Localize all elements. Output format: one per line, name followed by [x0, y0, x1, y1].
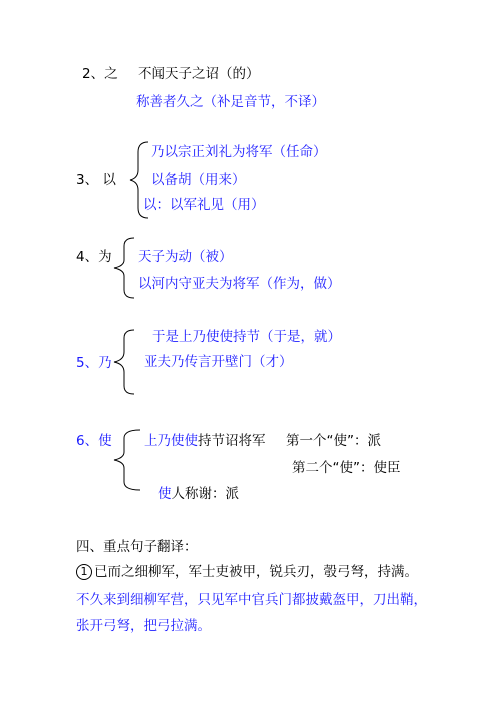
item-5-example-1: 于是上乃使使持节（于是，就） — [152, 329, 341, 345]
item-3-example-3: 以：以军礼见（用） — [143, 197, 265, 213]
item-3-example-1: 乃以宗正刘礼为将军（任命） — [151, 144, 327, 160]
sentence-1 — [76, 563, 418, 581]
item-6-brace — [112, 428, 142, 492]
item-6-example-1-rest: 持节诏将军 — [198, 433, 266, 449]
translation-1-line-1: 不久来到细柳军营，只见军中官兵门都披戴盔甲，刀出鞘， — [76, 592, 427, 608]
item-6-example-2 — [158, 485, 239, 503]
section-4-heading: 四、重点句子翻译： — [76, 539, 198, 555]
item-4-example-1: 天子为动（被） — [138, 249, 233, 265]
item-4-example-2: 以河内守亚夫为将军（作为，做） — [138, 276, 341, 292]
item-2-label: 2、之 — [82, 66, 118, 82]
item-2-example-2: 称善者久之（补足音节，不译） — [136, 94, 325, 110]
item-5-brace — [112, 328, 136, 396]
translation-1-line-2: 张开弓弩，把弓拉满。 — [76, 618, 211, 634]
item-6-example-1 — [144, 432, 266, 450]
item-6-label: 6、使 — [76, 433, 112, 449]
item-6-example-2-keyword: 使 — [158, 486, 172, 502]
item-6-example-1-keyword: 上乃使使 — [144, 433, 198, 449]
item-2-example-1: 不闻天子之诏（的） — [138, 66, 260, 82]
item-5-example-2: 亚夫乃传言开壁门（才） — [144, 354, 293, 370]
item-4-brace — [112, 236, 136, 300]
sentence-1-number: 1 — [76, 564, 92, 580]
item-5-label: 5、乃 — [76, 355, 112, 371]
item-6-note-1: 第一个“使”：派 — [286, 433, 381, 449]
item-6-note-2: 第二个“使”：使臣 — [292, 460, 401, 476]
item-3-label: 3、 以 — [76, 172, 116, 188]
sentence-1-text: 已而之细柳军，军士吏被甲，锐兵刃，彀弓弩，持满。 — [94, 564, 418, 580]
item-6-example-2-rest: 人称谢：派 — [171, 486, 239, 502]
item-4-label: 4、为 — [76, 249, 112, 265]
item-3-example-2: 以备胡（用来） — [151, 172, 246, 188]
